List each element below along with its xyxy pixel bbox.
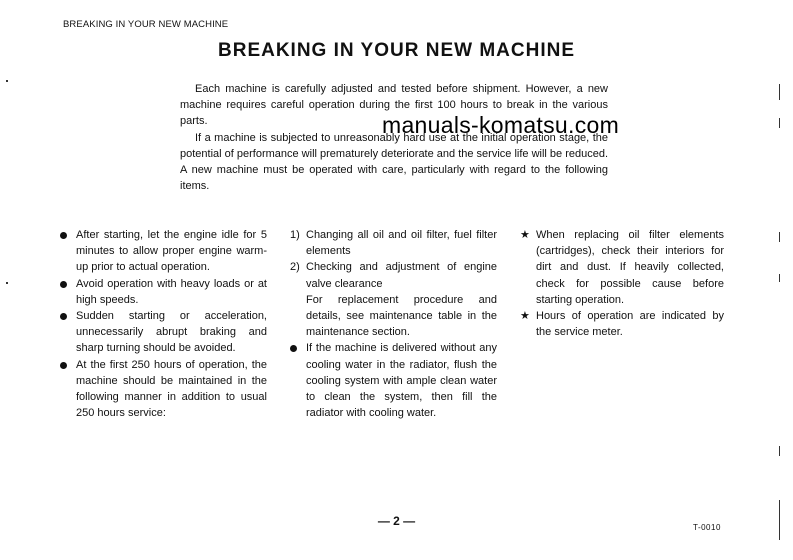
numbered-item-2 xyxy=(290,259,497,291)
scan-mark xyxy=(779,446,780,456)
intro-paragraph-1: Each machine is carefully adjusted and tested before shipment. However, a new machine requires careful operation during the first 100 hours to break in the various parts. xyxy=(180,83,608,128)
running-header: BREAKING IN YOUR NEW MACHINE xyxy=(63,19,229,30)
star-icon: ★ xyxy=(520,229,530,241)
item-number: 2) xyxy=(290,261,300,274)
item-text: When replacing oil filter elements (cartridges), check their interiors for dirt and dust. If heavily collected, check for possible cause before starting operation. xyxy=(536,229,724,306)
star-note-2 xyxy=(520,308,724,340)
intro-paragraph-2: If a machine is subjected to unreasonably hard use at the initial operation stage, the potential of performance will prematurely deteriorate and the service life will be reduced. A new machine must be operated with care, particularly with regard to the following items. xyxy=(180,131,608,193)
list-item xyxy=(60,227,267,276)
item-text: If the machine is delivered without any cooling water in the radiator, flush the cooling system with ample clean water to clean the system, then fill the radiator with cooling water. xyxy=(306,342,497,420)
item-text: Hours of operation are indicated by the service meter. xyxy=(536,310,724,339)
watermark: manuals-komatsu.com xyxy=(382,112,620,138)
star-icon: ★ xyxy=(520,310,530,323)
bullet-icon xyxy=(60,232,67,239)
star-note-1 xyxy=(520,227,724,308)
scan-mark xyxy=(779,118,780,128)
column-2 xyxy=(290,227,497,421)
item-text: At the first 250 hours of operation, the machine should be maintained in the following manner in addition to usual 250 hours service: xyxy=(76,358,267,420)
list-item xyxy=(60,308,267,357)
item-text: Checking and adjustment of engine valve clearance xyxy=(306,261,497,290)
scan-mark xyxy=(6,282,8,284)
page-title: BREAKING IN YOUR NEW MACHINE xyxy=(218,40,575,61)
column-3 xyxy=(520,227,724,340)
scan-mark xyxy=(779,232,780,242)
item-text: After starting, let the engine idle for 5 minutes to allow proper engine warm-up prior to actual operation. xyxy=(76,229,267,274)
item-number: 1) xyxy=(290,229,300,241)
scan-mark xyxy=(779,84,780,100)
list-item xyxy=(290,340,497,421)
item-2-note: For replacement procedure and details, see maintenance table in the maintenance section. xyxy=(306,293,497,339)
item-text: Avoid operation with heavy loads or at high speeds. xyxy=(76,277,267,306)
document-code: T-0010 xyxy=(693,523,721,532)
page-number: — 2 — xyxy=(377,514,416,528)
bullet-icon xyxy=(290,345,297,352)
bullet-icon xyxy=(60,362,67,369)
list-item xyxy=(60,357,267,422)
scan-mark xyxy=(779,274,780,282)
item-text: Changing all oil and oil filter, fuel filter elements xyxy=(306,229,497,258)
item-text: Sudden starting or acceleration, unnecessarily abrupt braking and sharp turning should be avoided. xyxy=(76,310,267,355)
bullet-icon xyxy=(60,313,67,320)
bullet-icon xyxy=(60,281,67,288)
list-item xyxy=(60,276,267,308)
numbered-item-1 xyxy=(290,227,497,259)
scan-mark xyxy=(6,80,8,82)
scan-mark xyxy=(779,500,780,540)
column-1 xyxy=(60,227,267,421)
